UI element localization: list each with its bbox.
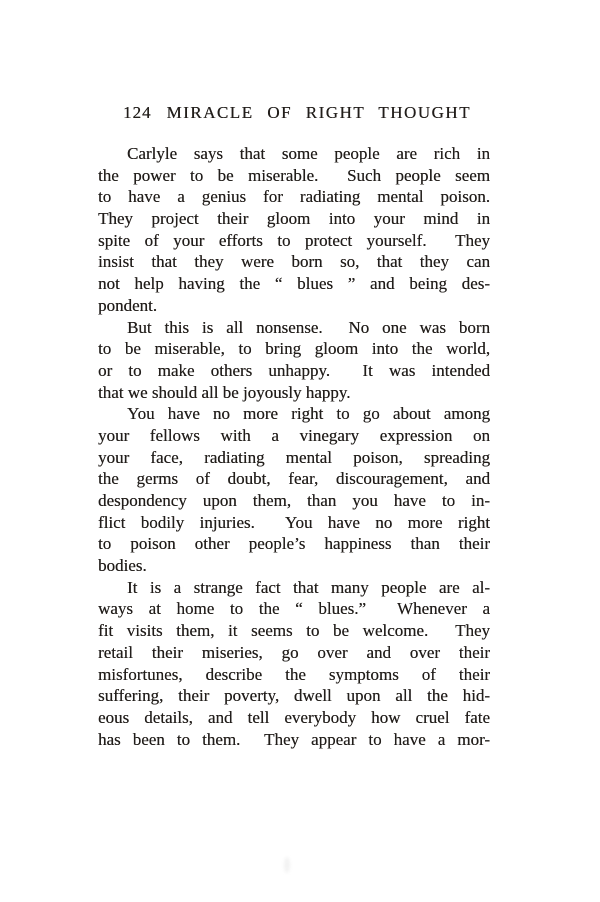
page-number: 124 bbox=[123, 103, 152, 122]
text-line: suffering, their poverty, dwell upon all the hid- bbox=[98, 686, 490, 706]
paragraph-2 bbox=[98, 317, 490, 404]
scan-smudge bbox=[284, 857, 290, 873]
paragraph-4 bbox=[98, 577, 490, 751]
page-body bbox=[98, 143, 490, 750]
text-line: despondency upon them, than you have to in- bbox=[98, 491, 490, 510]
text-line: retail their miseries, go over and over their bbox=[98, 642, 490, 662]
text-line: flict bodily injuries. You have no more right bbox=[98, 512, 490, 532]
text-line: not help having the “ blues ” and being des- bbox=[98, 274, 490, 294]
text-line: But this is all nonsense. No one was born bbox=[127, 317, 490, 337]
text-line: misfortunes, describe the symptoms of their bbox=[98, 664, 490, 684]
text-line: eous details, and tell everybody how cruel fate bbox=[98, 707, 490, 727]
text-line: your face, radiating mental poison, spreading bbox=[98, 447, 490, 467]
text-line: the germs of doubt, fear, discouragement, and bbox=[98, 469, 490, 489]
text-line: bodies. bbox=[98, 556, 147, 576]
text-line: or to make others unhappy. It was intended bbox=[98, 360, 490, 380]
text-line: Carlyle says that some people are rich in bbox=[127, 144, 490, 163]
paragraph-1 bbox=[98, 143, 490, 317]
text-line: They project their gloom into your mind in bbox=[98, 209, 490, 229]
text-line: to be miserable, to bring gloom into the world, bbox=[98, 339, 490, 359]
text-line: fit visits them, it seems to be welcome. They bbox=[98, 621, 490, 641]
text-line: It is a strange fact that many people are al- bbox=[127, 577, 490, 597]
text-line: insist that they were born so, that they can bbox=[98, 252, 490, 272]
running-title: MIRACLE OF RIGHT THOUGHT bbox=[166, 103, 471, 122]
text-line: pondent. bbox=[98, 295, 158, 315]
text-line: spite of your efforts to protect yourself. They bbox=[98, 230, 490, 250]
text-line: to poison other people’s happiness than their bbox=[98, 534, 490, 554]
text-line: that we should all be joyously happy. bbox=[98, 382, 351, 402]
paragraph-3 bbox=[98, 403, 490, 577]
text-line: your fellows with a vinegary expression on bbox=[98, 425, 490, 445]
text-line: ways at home to the “ blues.” Whenever a bbox=[98, 599, 490, 619]
text-line: to have a genius for radiating mental poison. bbox=[98, 187, 490, 207]
text-line: You have no more right to go about among bbox=[127, 404, 490, 424]
text-line: the power to be miserable. Such people seem bbox=[98, 165, 490, 185]
text-line: has been to them. They appear to have a mor- bbox=[98, 729, 490, 749]
page-header bbox=[123, 103, 493, 123]
